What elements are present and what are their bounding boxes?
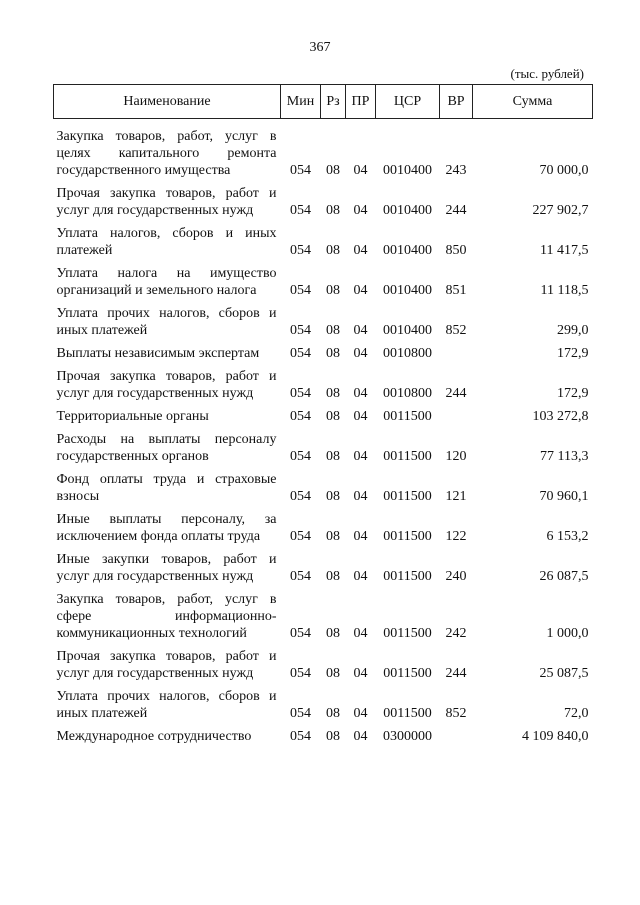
cell-csr: 0010800: [383, 346, 432, 361]
cell-name: Расходы на выплаты персоналу государственных органов: [56, 432, 277, 464]
cell-vr: 244: [445, 203, 467, 218]
cell-min: 054: [290, 706, 311, 721]
table-body: [54, 119, 593, 746]
header-name: Наименование: [54, 85, 281, 119]
cell-csr: 0010800: [383, 386, 432, 401]
cell-name: Международное сотрудничество: [56, 729, 252, 744]
cell-name: Прочая закупка товаров, работ и услуг для государственных нужд: [56, 186, 277, 218]
cell-rz: 08: [326, 569, 340, 584]
cell-rz: 08: [326, 529, 340, 544]
cell-csr: 0011500: [383, 666, 432, 681]
cell-name: Закупка товаров, работ, услуг в сфере информационно-коммуникационных технологий: [56, 592, 277, 641]
cell-rz: 08: [326, 323, 340, 338]
cell-rz: 08: [326, 626, 340, 641]
budget-table: [53, 84, 593, 745]
cell-pr: 04: [353, 666, 368, 681]
cell-sum: 6 153,2: [546, 529, 589, 544]
cell-csr: 0010400: [383, 203, 432, 218]
table-row: [54, 545, 593, 585]
cell-pr: 04: [353, 203, 368, 218]
cell-pr: 04: [353, 323, 368, 338]
cell-pr: 04: [353, 569, 368, 584]
cell-rz: 08: [326, 729, 340, 744]
table-row: [54, 585, 593, 642]
header-sum: Сумма: [473, 85, 593, 119]
cell-min: 054: [290, 346, 311, 361]
cell-name: Иные закупки товаров, работ и услуг для государственных нужд: [56, 552, 277, 584]
cell-name: Фонд оплаты труда и страховые взносы: [56, 472, 277, 504]
cell-csr: 0010400: [383, 283, 432, 298]
cell-pr: 04: [353, 529, 368, 544]
cell-vr: [440, 402, 473, 425]
cell-vr: [440, 339, 473, 362]
cell-name: Прочая закупка товаров, работ и услуг для государственных нужд: [56, 369, 277, 401]
cell-csr: 0011500: [383, 626, 432, 641]
cell-min: 054: [290, 386, 311, 401]
cell-name: Уплата прочих налогов, сборов и иных платежей: [56, 306, 277, 338]
cell-pr: 04: [353, 163, 368, 178]
cell-sum: 25 087,5: [539, 666, 589, 681]
table-row: [54, 259, 593, 299]
cell-pr: 04: [353, 729, 368, 744]
cell-sum: 11 417,5: [540, 243, 589, 258]
cell-sum: 4 109 840,0: [522, 729, 589, 744]
cell-rz: 08: [326, 203, 340, 218]
cell-min: 054: [290, 283, 311, 298]
cell-vr: 850: [445, 243, 467, 258]
cell-min: 054: [290, 729, 311, 744]
cell-vr: 121: [445, 489, 467, 504]
cell-min: 054: [290, 569, 311, 584]
cell-vr: 122: [445, 529, 467, 544]
cell-rz: 08: [326, 706, 340, 721]
cell-min: 054: [290, 323, 311, 338]
cell-min: 054: [290, 163, 311, 178]
cell-rz: 08: [326, 409, 340, 424]
table-row: [54, 179, 593, 219]
cell-pr: 04: [353, 706, 368, 721]
cell-min: 054: [290, 409, 311, 424]
table-row: [54, 425, 593, 465]
cell-vr: 242: [445, 626, 467, 641]
cell-sum: 77 113,3: [540, 449, 589, 464]
cell-name: Выплаты независимым экспертам: [56, 346, 260, 361]
cell-name: Территориальные органы: [56, 409, 209, 424]
table-row: [54, 402, 593, 425]
cell-name: Закупка товаров, работ, услуг в целях капитального ремонта государственного имущества: [56, 129, 277, 178]
cell-csr: 0011500: [383, 489, 432, 504]
cell-min: 054: [290, 449, 311, 464]
table-row: [54, 299, 593, 339]
cell-sum: 72,0: [564, 706, 589, 721]
cell-sum: 1 000,0: [546, 626, 589, 641]
table-row: [54, 642, 593, 682]
header-rz: Рз: [321, 85, 346, 119]
cell-rz: 08: [326, 346, 340, 361]
cell-csr: 0011500: [383, 569, 432, 584]
units-label: (тыс. рублей): [510, 66, 584, 81]
cell-sum: 70 000,0: [539, 163, 589, 178]
cell-vr: 852: [445, 323, 467, 338]
cell-vr: 240: [445, 569, 467, 584]
cell-csr: 0300000: [383, 729, 432, 744]
cell-sum: 70 960,1: [539, 489, 589, 504]
cell-name: Прочая закупка товаров, работ и услуг для государственных нужд: [56, 649, 277, 681]
table-row: [54, 465, 593, 505]
cell-sum: 172,9: [557, 346, 589, 361]
cell-vr: 852: [445, 706, 467, 721]
cell-pr: 04: [353, 409, 368, 424]
cell-pr: 04: [353, 283, 368, 298]
table-row: [54, 505, 593, 545]
cell-name: Уплата прочих налогов, сборов и иных платежей: [56, 689, 277, 721]
table-row: [54, 362, 593, 402]
cell-rz: 08: [326, 283, 340, 298]
table-row: [54, 722, 593, 745]
cell-csr: 0010400: [383, 163, 432, 178]
cell-csr: 0010400: [383, 243, 432, 258]
table-header-row: [54, 85, 593, 119]
cell-sum: 299,0: [557, 323, 589, 338]
header-csr: ЦСР: [376, 85, 440, 119]
cell-min: 054: [290, 489, 311, 504]
cell-rz: 08: [326, 163, 340, 178]
cell-sum: 172,9: [557, 386, 589, 401]
cell-vr: [440, 722, 473, 745]
cell-min: 054: [290, 666, 311, 681]
cell-csr: 0011500: [383, 409, 432, 424]
cell-sum: 26 087,5: [539, 569, 589, 584]
cell-rz: 08: [326, 449, 340, 464]
cell-rz: 08: [326, 243, 340, 258]
cell-min: 054: [290, 243, 311, 258]
cell-rz: 08: [326, 489, 340, 504]
cell-csr: 0011500: [383, 706, 432, 721]
cell-pr: 04: [353, 386, 368, 401]
cell-pr: 04: [353, 243, 368, 258]
table-row: [54, 119, 593, 180]
cell-name: Уплата налогов, сборов и иных платежей: [56, 226, 277, 258]
cell-csr: 0010400: [383, 323, 432, 338]
cell-sum: 227 902,7: [532, 203, 589, 218]
cell-name: Уплата налога на имущество организаций и земельного налога: [56, 266, 277, 298]
table-row: [54, 339, 593, 362]
cell-rz: 08: [326, 666, 340, 681]
cell-vr: 851: [445, 283, 467, 298]
cell-min: 054: [290, 529, 311, 544]
cell-sum: 103 272,8: [532, 409, 589, 424]
cell-pr: 04: [353, 626, 368, 641]
cell-vr: 244: [445, 386, 467, 401]
cell-name: Иные выплаты персоналу, за исключением фонда оплаты труда: [56, 512, 277, 544]
cell-sum: 11 118,5: [540, 283, 589, 298]
cell-pr: 04: [353, 346, 368, 361]
header-pr: ПР: [346, 85, 376, 119]
page-number: 367: [309, 40, 331, 55]
header-vr: ВР: [440, 85, 473, 119]
cell-rz: 08: [326, 386, 340, 401]
cell-vr: 244: [445, 666, 467, 681]
cell-pr: 04: [353, 449, 368, 464]
table-row: [54, 219, 593, 259]
cell-pr: 04: [353, 489, 368, 504]
cell-vr: 243: [445, 163, 467, 178]
cell-vr: 120: [445, 449, 467, 464]
cell-min: 054: [290, 203, 311, 218]
cell-min: 054: [290, 626, 311, 641]
header-min: Мин: [281, 85, 321, 119]
cell-csr: 0011500: [383, 449, 432, 464]
cell-csr: 0011500: [383, 529, 432, 544]
table-row: [54, 682, 593, 722]
